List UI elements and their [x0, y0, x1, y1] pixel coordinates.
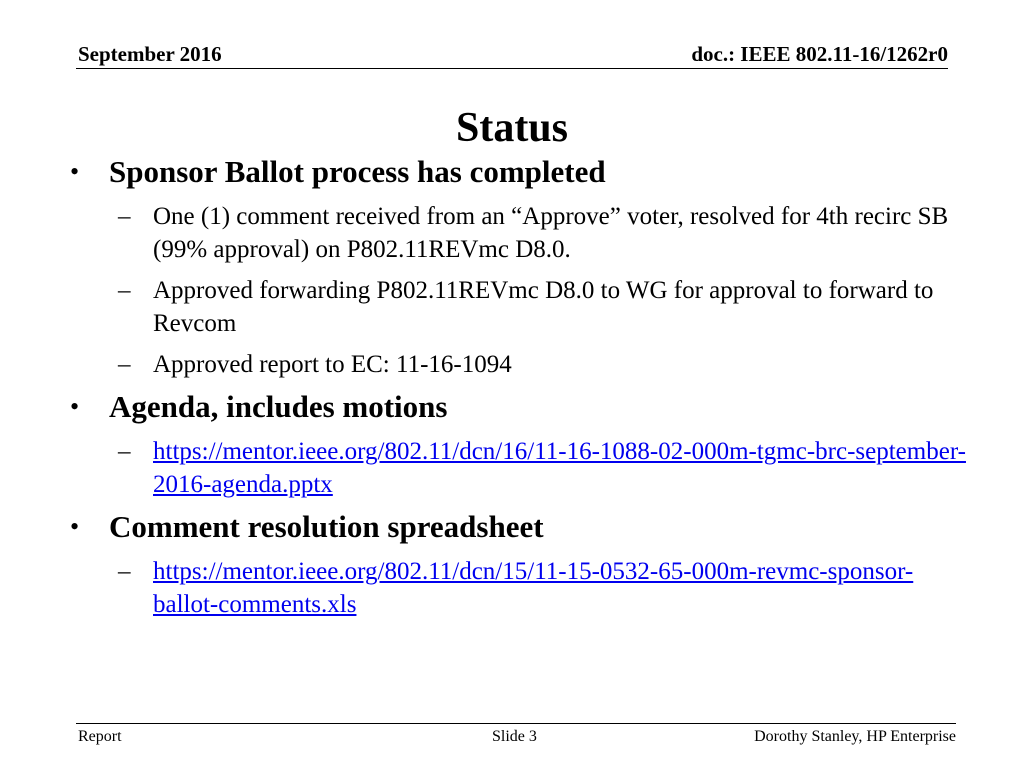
slide-title: Status: [455, 105, 569, 151]
dash-icon: –: [118, 351, 131, 378]
slide-number: Slide 3: [492, 728, 537, 745]
agenda-link[interactable]: https://mentor.ieee.org/802.11/dcn/16/11-16-1088-02-000m-tgmc-brc-september-2016-agenda.pptx: [153, 438, 966, 498]
sub-bullet-text: One (1) comment received from an “Approve” voter, resolved for 4th recirc SB (99% approval) on P802.11REVmc D8.0.: [153, 203, 949, 263]
sub-bullet-approved-report: [68, 348, 968, 381]
dash-icon: –: [118, 558, 131, 585]
sub-bullet-spreadsheet-link: [68, 555, 968, 621]
footer-label: Report: [78, 728, 122, 745]
dash-icon: –: [118, 203, 131, 230]
sub-bullet-text: Approved report to EC: 11-16-1094: [153, 351, 512, 378]
bullet-text: Agenda, includes motions: [109, 389, 448, 424]
slide-body: [68, 152, 968, 621]
dash-icon: –: [118, 438, 131, 465]
header-divider: [76, 68, 948, 69]
bullet-dot-icon: •: [70, 392, 80, 421]
bullet-sponsor-ballot: [68, 152, 968, 192]
sub-bullet-comment-received: [68, 200, 968, 266]
header-date: September 2016: [78, 42, 222, 66]
footer-divider: [76, 723, 956, 724]
bullet-text: Sponsor Ballot process has completed: [109, 154, 606, 189]
bullet-comment-resolution: [68, 507, 968, 547]
footer-author: Dorothy Stanley, HP Enterprise: [754, 728, 956, 745]
sub-bullet-text: Approved forwarding P802.11REVmc D8.0 to WG for approval to forward to Revcom: [153, 277, 934, 337]
sub-bullet-approved-forwarding: [68, 274, 968, 340]
bullet-dot-icon: •: [70, 512, 80, 541]
bullet-dot-icon: •: [70, 157, 80, 186]
sub-bullet-agenda-link: [68, 435, 968, 501]
bullet-text: Comment resolution spreadsheet: [109, 509, 544, 544]
dash-icon: –: [118, 277, 131, 304]
bullet-agenda: [68, 387, 968, 427]
header-doc-id: doc.: IEEE 802.11-16/1262r0: [691, 42, 948, 66]
spreadsheet-link[interactable]: https://mentor.ieee.org/802.11/dcn/15/11-15-0532-65-000m-revmc-sponsor-ballot-comments.xls: [153, 558, 914, 618]
